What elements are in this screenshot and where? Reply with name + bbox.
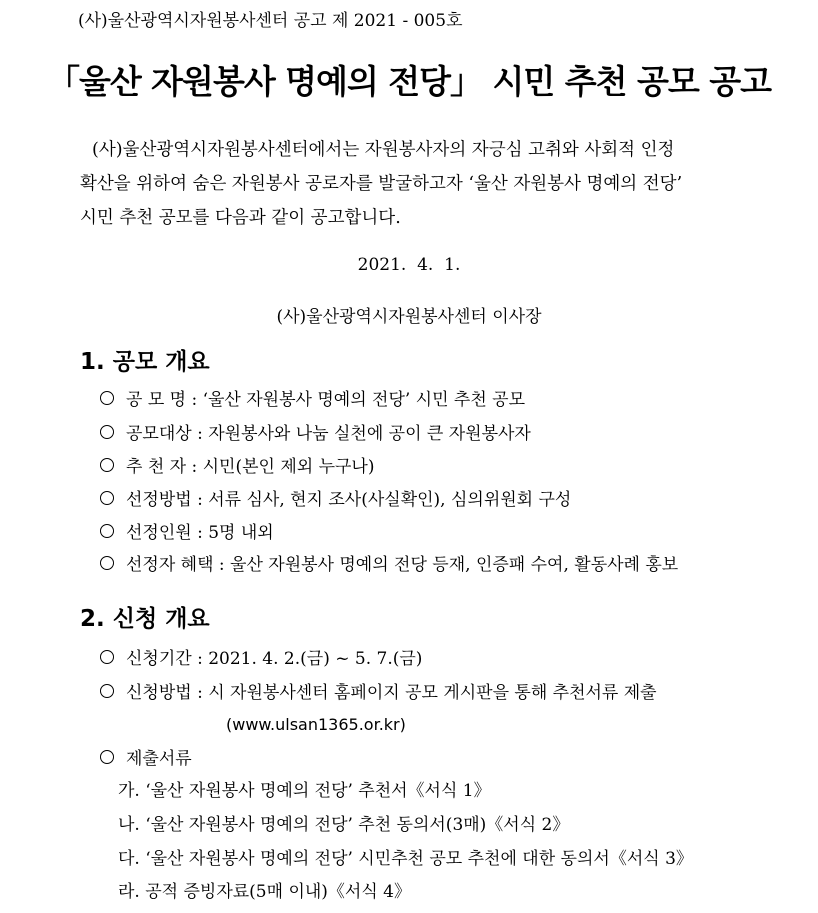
document-number: (사)울산광역시자원봉사센터 공고 제 2021 - 005호 [78, 11, 463, 31]
document-item: 라. 공적 증빙자료(5매 이내)《서식 4》 [118, 882, 411, 902]
page-title: 「울산 자원봉사 명예의 전당」 시민 추천 공모 공고 [46, 62, 772, 101]
circle-bullet-icon [100, 556, 114, 570]
list-item-text: 추 천 자 : 시민(본인 제외 누구나) [126, 457, 375, 477]
circle-bullet-icon [100, 684, 114, 698]
list-item [100, 419, 531, 444]
circle-bullet-icon [100, 491, 114, 505]
list-item [100, 485, 571, 510]
announcement-date: 2021. 4. 1. [357, 255, 461, 275]
list-item-text: 선정방법 : 서류 심사, 현지 조사(사실확인), 심의위원회 구성 [126, 490, 572, 510]
list-item [100, 452, 374, 477]
list-item [100, 744, 192, 769]
circle-bullet-icon [100, 391, 114, 405]
document-item: 가. ‘울산 자원봉사 명예의 전당’ 추천서《서식 1》 [118, 781, 491, 801]
list-item-text: 선정인원 : 5명 내외 [126, 523, 274, 543]
list-item [100, 644, 422, 669]
intro-paragraph [80, 133, 745, 235]
section-heading: 2. 신청 개요 [80, 606, 210, 632]
list-item-text: 신청방법 : 시 자원봉사센터 홈페이지 공모 게시판을 통해 추천서류 제출 [126, 683, 657, 703]
document-item: 나. ‘울산 자원봉사 명예의 전당’ 추천 동의서(3매)《서식 2》 [118, 815, 570, 835]
issuer-name: (사)울산광역시자원봉사센터 이사장 [276, 307, 542, 327]
intro-line: 확산을 위하여 숨은 자원봉사 공로자를 발굴하고자 ‘울산 자원봉사 명예의 전당’ [80, 174, 683, 194]
intro-line: (사)울산광역시자원봉사센터에서는 자원봉사자의 자긍심 고취와 사회적 인정 [92, 140, 675, 160]
list-item-text: 제출서류 [126, 749, 192, 769]
list-item [100, 385, 525, 410]
website-url[interactable]: (www.ulsan1365.or.kr) [226, 715, 406, 734]
list-item [100, 518, 274, 543]
circle-bullet-icon [100, 524, 114, 538]
list-item-text: 공모대상 : 자원봉사와 나눔 실천에 공이 큰 자원봉사자 [126, 424, 531, 444]
list-item [100, 550, 678, 575]
section-heading: 1. 공모 개요 [80, 349, 210, 375]
document-item: 다. ‘울산 자원봉사 명예의 전당’ 시민추천 공모 추천에 대한 동의서《서식 3》 [118, 849, 693, 869]
list-item-text: 공 모 명 : ‘울산 자원봉사 명예의 전당’ 시민 추천 공모 [126, 390, 526, 410]
list-item [100, 678, 657, 703]
intro-line: 시민 추천 공모를 다음과 같이 공고합니다. [80, 208, 401, 228]
list-item-text: 선정자 혜택 : 울산 자원봉사 명예의 전당 등재, 인증패 수여, 활동사례 홍보 [126, 555, 679, 575]
circle-bullet-icon [100, 458, 114, 472]
circle-bullet-icon [100, 650, 114, 664]
circle-bullet-icon [100, 425, 114, 439]
list-item-text: 신청기간 : 2021. 4. 2.(금) ~ 5. 7.(금) [126, 649, 423, 669]
circle-bullet-icon [100, 750, 114, 764]
